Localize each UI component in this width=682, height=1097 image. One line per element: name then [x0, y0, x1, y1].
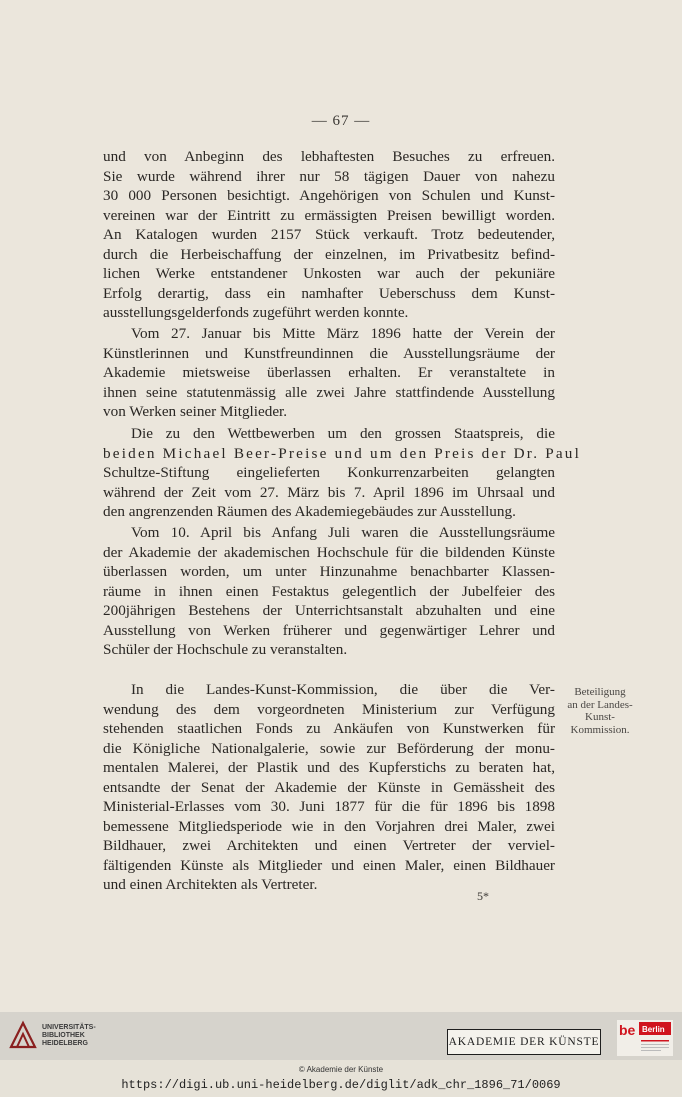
text-line: wendung des dem vorgeordneten Ministerium zur Verfügung — [103, 700, 555, 718]
text-line: und einen Architekten als Vertreter. — [103, 876, 318, 894]
copyright-notice: © Akademie der Künste — [298, 1065, 384, 1074]
text-line: entsandte der Senat der Akademie der Künste in Gemässheit des — [103, 778, 555, 796]
text-line: mentalen Malerei, der Plastik und des Kupferstichs zu beraten hat, — [103, 759, 555, 777]
text-line: durch die Herbeischaffung der einzelnen, im Privatbesitz befind- — [103, 245, 555, 263]
text-line: Schüler der Hochschule zu veranstalten. — [103, 641, 348, 659]
ub-line: UNIVERSITÄTS- — [42, 1024, 96, 1031]
text-line: vereinen war der Eintritt zu ermässigten Preisen bewilligt worden. — [103, 206, 555, 224]
text-line: räume in ihnen einen Festaktus gelegentlich der Jubelfeier des — [103, 582, 555, 600]
margin-note — [565, 686, 635, 736]
text-line: Die zu den Wettbewerben um den grossen Staatspreis, die — [131, 425, 555, 442]
paragraph-3 — [103, 424, 582, 522]
text-line: Vom 27. Januar bis Mitte März 1896 hatte der Verein der — [131, 325, 555, 342]
paragraph-2 — [103, 324, 555, 422]
text-line: und von Anbeginn des lebhaftesten Besuches zu erfreuen. — [103, 148, 555, 165]
text-line: Bildhauer, zwei Architekten und einen Vertreter der verviel- — [103, 837, 555, 855]
university-library-label[interactable] — [42, 1024, 96, 1048]
text-line: Vom 10. April bis Anfang Juli waren die Ausstellungsräume — [131, 524, 555, 541]
text-line: Künstlerinnen und Kunstfreundinnen die Ausstellungsräume der — [103, 344, 555, 362]
text-line: stehenden staatlichen Fonds zu Ankäufen von Kunstwerken für — [103, 720, 555, 738]
margin-note-line: an der Landes- — [567, 698, 633, 711]
permalink-url[interactable]: https://digi.ub.uni-heidelberg.de/diglit/adk_chr_1896_71/0069 — [121, 1078, 561, 1092]
akademie-logo[interactable]: AKADEMIE DER KÜNSTE — [447, 1029, 601, 1055]
text-line: während der Zeit vom 27. März bis 7. April 1896 im Uhrsaal und — [103, 483, 555, 501]
text-line: ihnen seine statutenmässig alle zwei Jahre stattfindende Ausstellung — [103, 383, 555, 401]
text-line: der Akademie der akademischen Hochschule für die bildenden Künste — [103, 543, 555, 561]
university-library-logo-icon[interactable] — [8, 1020, 38, 1050]
text-line: ausstellungsgelderfonds zugeführt werden konnte. — [103, 304, 409, 322]
text-line: Erfolg derartig, dass ein namhafter Ueberschuss dem Kunst- — [103, 284, 555, 302]
text-line: 30 000 Personen besichtigt. Angehörigen von Schulen und Kunst- — [103, 187, 555, 205]
text-line: überlassen worden, um unter Hinzunahme benachbarter Klassen- — [103, 563, 555, 581]
text-line: Sie wurde während ihrer nur 58 tägigen Dauer von nahezu — [103, 167, 555, 185]
paragraph-4 — [103, 523, 555, 660]
ub-line: HEIDELBERG — [42, 1040, 88, 1047]
svg-text:be: be — [619, 1022, 636, 1038]
be-berlin-logo-icon[interactable] — [617, 1020, 673, 1056]
ub-line: BIBLIOTHEK — [42, 1032, 85, 1039]
paragraph-1 — [103, 147, 555, 323]
margin-note-line: Kommission. — [570, 723, 630, 736]
text-line: An Katalogen wurden 2157 Stück verkauft. Trotz bedeutender, — [103, 226, 555, 244]
text-line: Ausstellung von Werken früherer und gegenwärtiger Lehrer und — [103, 621, 555, 639]
signature-mark: 5* — [477, 889, 489, 903]
paragraph-5 — [103, 680, 555, 895]
text-line: den angrenzenden Räumen des Akademiegebäudes zur Ausstellung. — [103, 503, 516, 521]
text-line: Akademie mietsweise überlassen erhalten. Er veranstaltete in — [103, 364, 555, 382]
text-line: von Werken seiner Mitglieder. — [103, 403, 288, 421]
text-line: bemessene Mitgliedsperiode wie in den Vorjahren drei Maler, zwei — [103, 817, 555, 835]
svg-text:Berlin: Berlin — [642, 1025, 665, 1034]
text-line: 200jährigen Bestehens der Unterrichtsanstalt abzuhalten und eine — [103, 602, 555, 620]
text-line: beiden Michael Beer-Preise und um den Preis der Dr. Paul — [103, 444, 582, 462]
text-line: die Königliche Nationalgalerie, sowie zur Beförderung der monu- — [103, 739, 555, 757]
margin-note-line: Beteiligung — [574, 686, 626, 698]
text-line: In die Landes-Kunst-Kommission, die über die Ver- — [131, 681, 555, 698]
text-line: Schultze-Stiftung eingelieferten Konkurrenzarbeiten gelangten — [103, 464, 555, 482]
margin-note-line: Kunst- — [585, 711, 615, 723]
text-line: lichen Werke entstandener Unkosten war auch der pekuniäre — [103, 265, 555, 283]
text-line: fältigenden Künste als Mitglieder und einen Maler, einen Bildhauer — [103, 856, 555, 874]
text-line: Ministerial-Erlasses vom 30. Juni 1877 für die für 1896 bis 1898 — [103, 798, 555, 816]
page-number: — 67 — — [311, 113, 371, 129]
